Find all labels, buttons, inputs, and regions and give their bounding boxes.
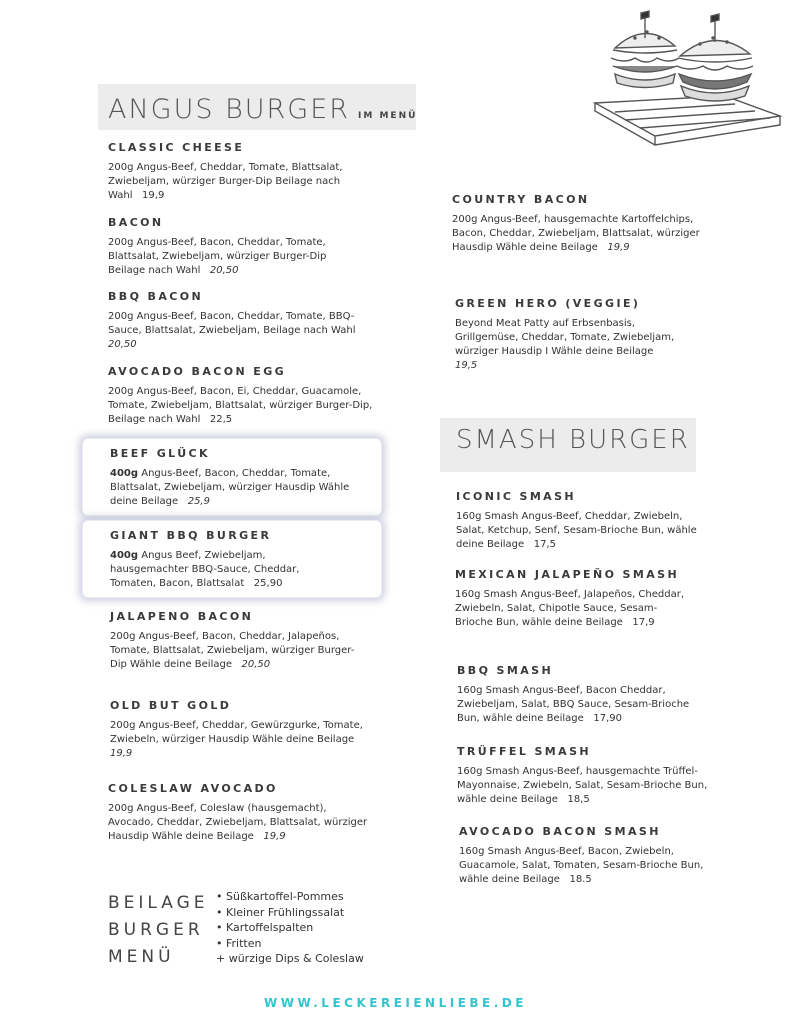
menu-item-classic-cheese [108, 141, 368, 203]
beilage-heading-line: BEILAGE [108, 893, 209, 913]
item-description: 160g Smash Angus-Beef, Bacon, Zwiebeln, Guacamole, Salat, Tomaten, Sesam-Brioche Bun, wähle deine Beilage [459, 846, 704, 885]
item-description: 200g Angus-Beef, Cheddar, Tomate, Blattsalat, Zwiebeljam, würziger Burger-Dip Beilage nach Wahl [108, 162, 343, 201]
menu-item-trueffel-smash [457, 745, 727, 807]
item-price: 17,5 [533, 539, 556, 550]
item-price: 19,9 [110, 748, 133, 759]
item-price: 18,5 [567, 794, 590, 805]
item-title: AVOCADO BACON EGG [108, 365, 287, 378]
item-price: 19,9 [263, 831, 286, 842]
smash-burger-title: SMASH BURGER [456, 425, 690, 455]
menu-item-bacon [108, 216, 363, 278]
item-weight: 400g [110, 550, 139, 561]
item-title: ICONIC SMASH [456, 490, 577, 503]
item-price: 19,5 [455, 360, 478, 371]
item-weight: 400g [110, 468, 139, 479]
item-price: 22,5 [209, 414, 233, 425]
angus-title-suffix: IM MENÜ [358, 111, 418, 121]
item-title: BEEF GLÜCK [110, 447, 210, 460]
beilage-option: • Fritten [216, 936, 262, 950]
item-title: TRÜFFEL SMASH [457, 745, 591, 758]
menu-item-avocado-bacon-smash [459, 825, 709, 887]
item-description: 160g Smash Angus-Beef, Jalapeños, Cheddar, Zwiebeln, Salat, Chipotle Sauce, Sesam-Brioche Bun, wähle deine Beilage [455, 589, 685, 628]
beilage-heading [108, 890, 209, 971]
beilage-list [216, 889, 364, 967]
menu-item-old-but-gold [110, 699, 370, 761]
item-title: CLASSIC CHEESE [108, 141, 245, 154]
item-price: 19,9 [607, 242, 630, 253]
item-description: 200g Angus-Beef, Bacon, Cheddar, Tomate, Blattsalat, Zwiebeljam, würziger Burger-Dip Beilage nach Wahl [108, 237, 327, 276]
item-description: 160g Smash Angus-Beef, hausgemachte Trüffel-Mayonnaise, Zwiebeln, Salat, Sesam-Brioche Bun, wähle deine Beilage [457, 766, 708, 805]
beilage-option: • Kleiner Frühlingssalat [216, 905, 345, 919]
website-link[interactable]: WWW.LECKEREIENLIEBE.DE [264, 996, 527, 1010]
item-price: 19,9 [142, 190, 165, 201]
item-description: 200g Angus-Beef, Bacon, Ei, Cheddar, Guacamole, Tomate, Zwiebeljam, Blattsalat, würziger Burger-Dip, Beilage nach Wahl [108, 386, 373, 425]
item-description: 200g Angus-Beef, Bacon, Cheddar, Tomate, BBQ-Sauce, Blattsalat, Zwiebeljam, Beilage nach Wahl [108, 311, 356, 336]
beilage-heading-line: BURGER [108, 920, 204, 940]
item-title: MEXICAN JALAPEÑO SMASH [455, 568, 680, 581]
item-title: BBQ BACON [108, 290, 204, 303]
item-description: Angus Beef, Zwiebeljam, hausgemachter BBQ-Sauce, Cheddar, Tomaten, Bacon, Blattsalat [110, 550, 300, 589]
burger-sketch-icon [585, 8, 785, 158]
item-description: 200g Angus-Beef, Bacon, Cheddar, Jalapeños, Tomate, Blattsalat, Zwiebeljam, würziger Burger-Dip Wähle deine Beilage [110, 631, 355, 670]
menu-item-jalapeno-bacon [110, 610, 355, 672]
item-title: OLD BUT GOLD [110, 699, 232, 712]
menu-item-iconic-smash [456, 490, 706, 552]
item-description: Angus-Beef, Bacon, Cheddar, Tomate, Blattsalat, Zwiebeljam, würziger Hausdip Wähle deine Beilage [110, 468, 350, 507]
item-title: GREEN HERO (VEGGIE) [455, 297, 641, 310]
item-title: JALAPENO BACON [110, 610, 254, 623]
item-price: 20,50 [108, 339, 137, 350]
item-price: 18.5 [569, 874, 592, 885]
item-description: 160g Smash Angus-Beef, Bacon Cheddar, Zwiebeljam, Salat, BBQ Sauce, Sesam-Brioche Bun, wähle deine Beilage [457, 685, 690, 724]
item-title: BBQ SMASH [457, 664, 554, 677]
menu-item-giant-bbq-burger [110, 529, 335, 591]
item-description: 200g Angus-Beef, Coleslaw (hausgemacht), Avocado, Cheddar, Zwiebeljam, Blattsalat, würziger Hausdip Wähle deine Beilage [108, 803, 368, 842]
item-price: 20,50 [209, 265, 239, 276]
item-title: GIANT BBQ BURGER [110, 529, 272, 542]
item-price: 20,50 [241, 659, 271, 670]
menu-item-bbq-smash [457, 664, 702, 726]
item-title: COUNTRY BACON [452, 193, 590, 206]
menu-item-mexican-jalapeno-smash [455, 568, 685, 630]
menu-item-coleslaw-avocado [108, 782, 368, 844]
menu-item-avocado-bacon-egg [108, 365, 378, 427]
beilage-option: + würzige Dips & Coleslaw [216, 952, 364, 965]
angus-burger-title: ANGUS BURGER IM MENÜ [108, 94, 418, 125]
item-description: 200g Angus-Beef, Cheddar, Gewürzgurke, Tomate, Zwiebeln, würziger Hausdip Wähle deine Beilage [110, 720, 363, 745]
item-description: Beyond Meat Patty auf Erbsenbasis, Grillgemüse, Cheddar, Tomate, Zwiebeljam, würziger Hausdip I Wähle deine Beilage [455, 318, 675, 357]
item-description: 200g Angus-Beef, hausgemachte Kartoffelchips, Bacon, Cheddar, Zwiebeljam, Blattsalat, würziger Hausdip Wähle deine Beilage [452, 214, 700, 253]
item-title: AVOCADO BACON SMASH [459, 825, 661, 838]
menu-item-beef-glueck [110, 447, 370, 509]
item-price: 25,9 [187, 496, 210, 507]
item-price: 17,90 [593, 713, 622, 724]
menu-item-green-hero [455, 297, 685, 373]
item-price: 25,90 [253, 578, 283, 589]
item-description: 160g Smash Angus-Beef, Cheddar, Zwiebeln, Salat, Ketchup, Senf, Sesam-Brioche Bun, wähle deine Beilage [456, 511, 697, 550]
menu-item-bbq-bacon [108, 290, 383, 352]
item-title: BACON [108, 216, 164, 229]
menu-item-country-bacon [452, 193, 707, 255]
item-price: 17,9 [632, 617, 655, 628]
beilage-option: • Süßkartoffel-Pommes [216, 890, 344, 903]
beilage-option: • Kartoffelspalten [216, 921, 314, 934]
beilage-heading-line: MENÜ [108, 947, 175, 967]
item-title: COLESLAW AVOCADO [108, 782, 278, 795]
